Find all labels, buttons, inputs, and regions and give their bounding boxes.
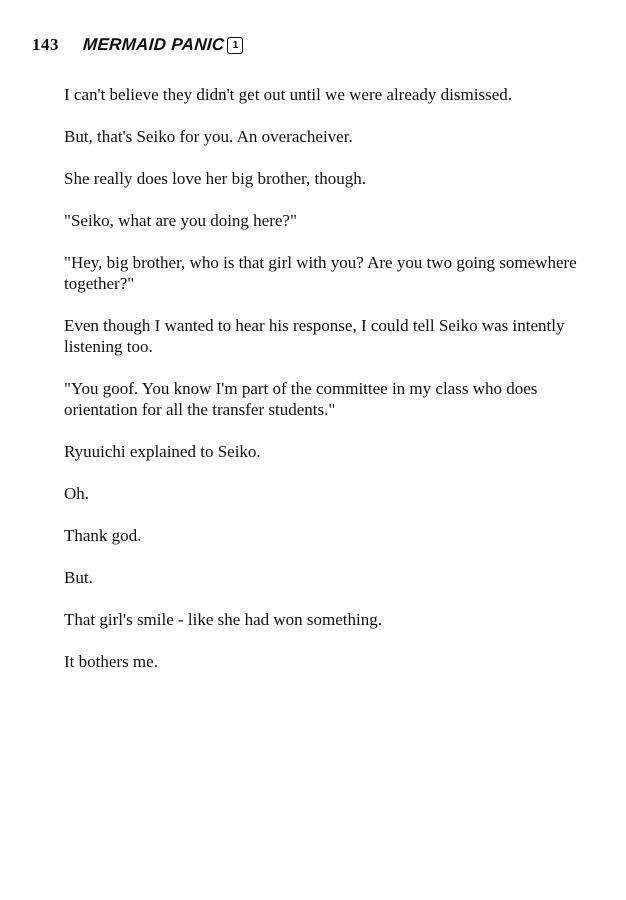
paragraph: "Hey, big brother, who is that girl with you? Are you two going somewhere together?" [64, 253, 577, 293]
paragraph: But, that's Seiko for you. An overacheiver. [64, 127, 353, 146]
paragraph: But. [64, 568, 93, 587]
volume-badge: 1 [227, 37, 243, 54]
page-number: 143 [32, 35, 59, 54]
paragraph: That girl's smile - like she had won something. [64, 610, 382, 629]
paragraph: Ryuuichi explained to Seiko. [64, 442, 261, 461]
paragraph: It bothers me. [64, 652, 158, 671]
paragraph: Even though I wanted to hear his response, I could tell Seiko was intently listening too. [64, 316, 565, 356]
paragraph: "Seiko, what are you doing here?" [64, 211, 297, 230]
paragraph: Thank god. [64, 526, 142, 545]
paragraph: "You goof. You know I'm part of the committee in my class who does orientation for all the transfer students." [64, 379, 538, 419]
paragraph: I can't believe they didn't get out until we were already dismissed. [64, 85, 512, 104]
page-body-text [64, 84, 584, 693]
paragraph: She really does love her big brother, though. [64, 169, 366, 188]
book-title: MERMAID PANIC [82, 35, 226, 54]
paragraph: Oh. [64, 484, 90, 503]
page-header [32, 33, 243, 57]
